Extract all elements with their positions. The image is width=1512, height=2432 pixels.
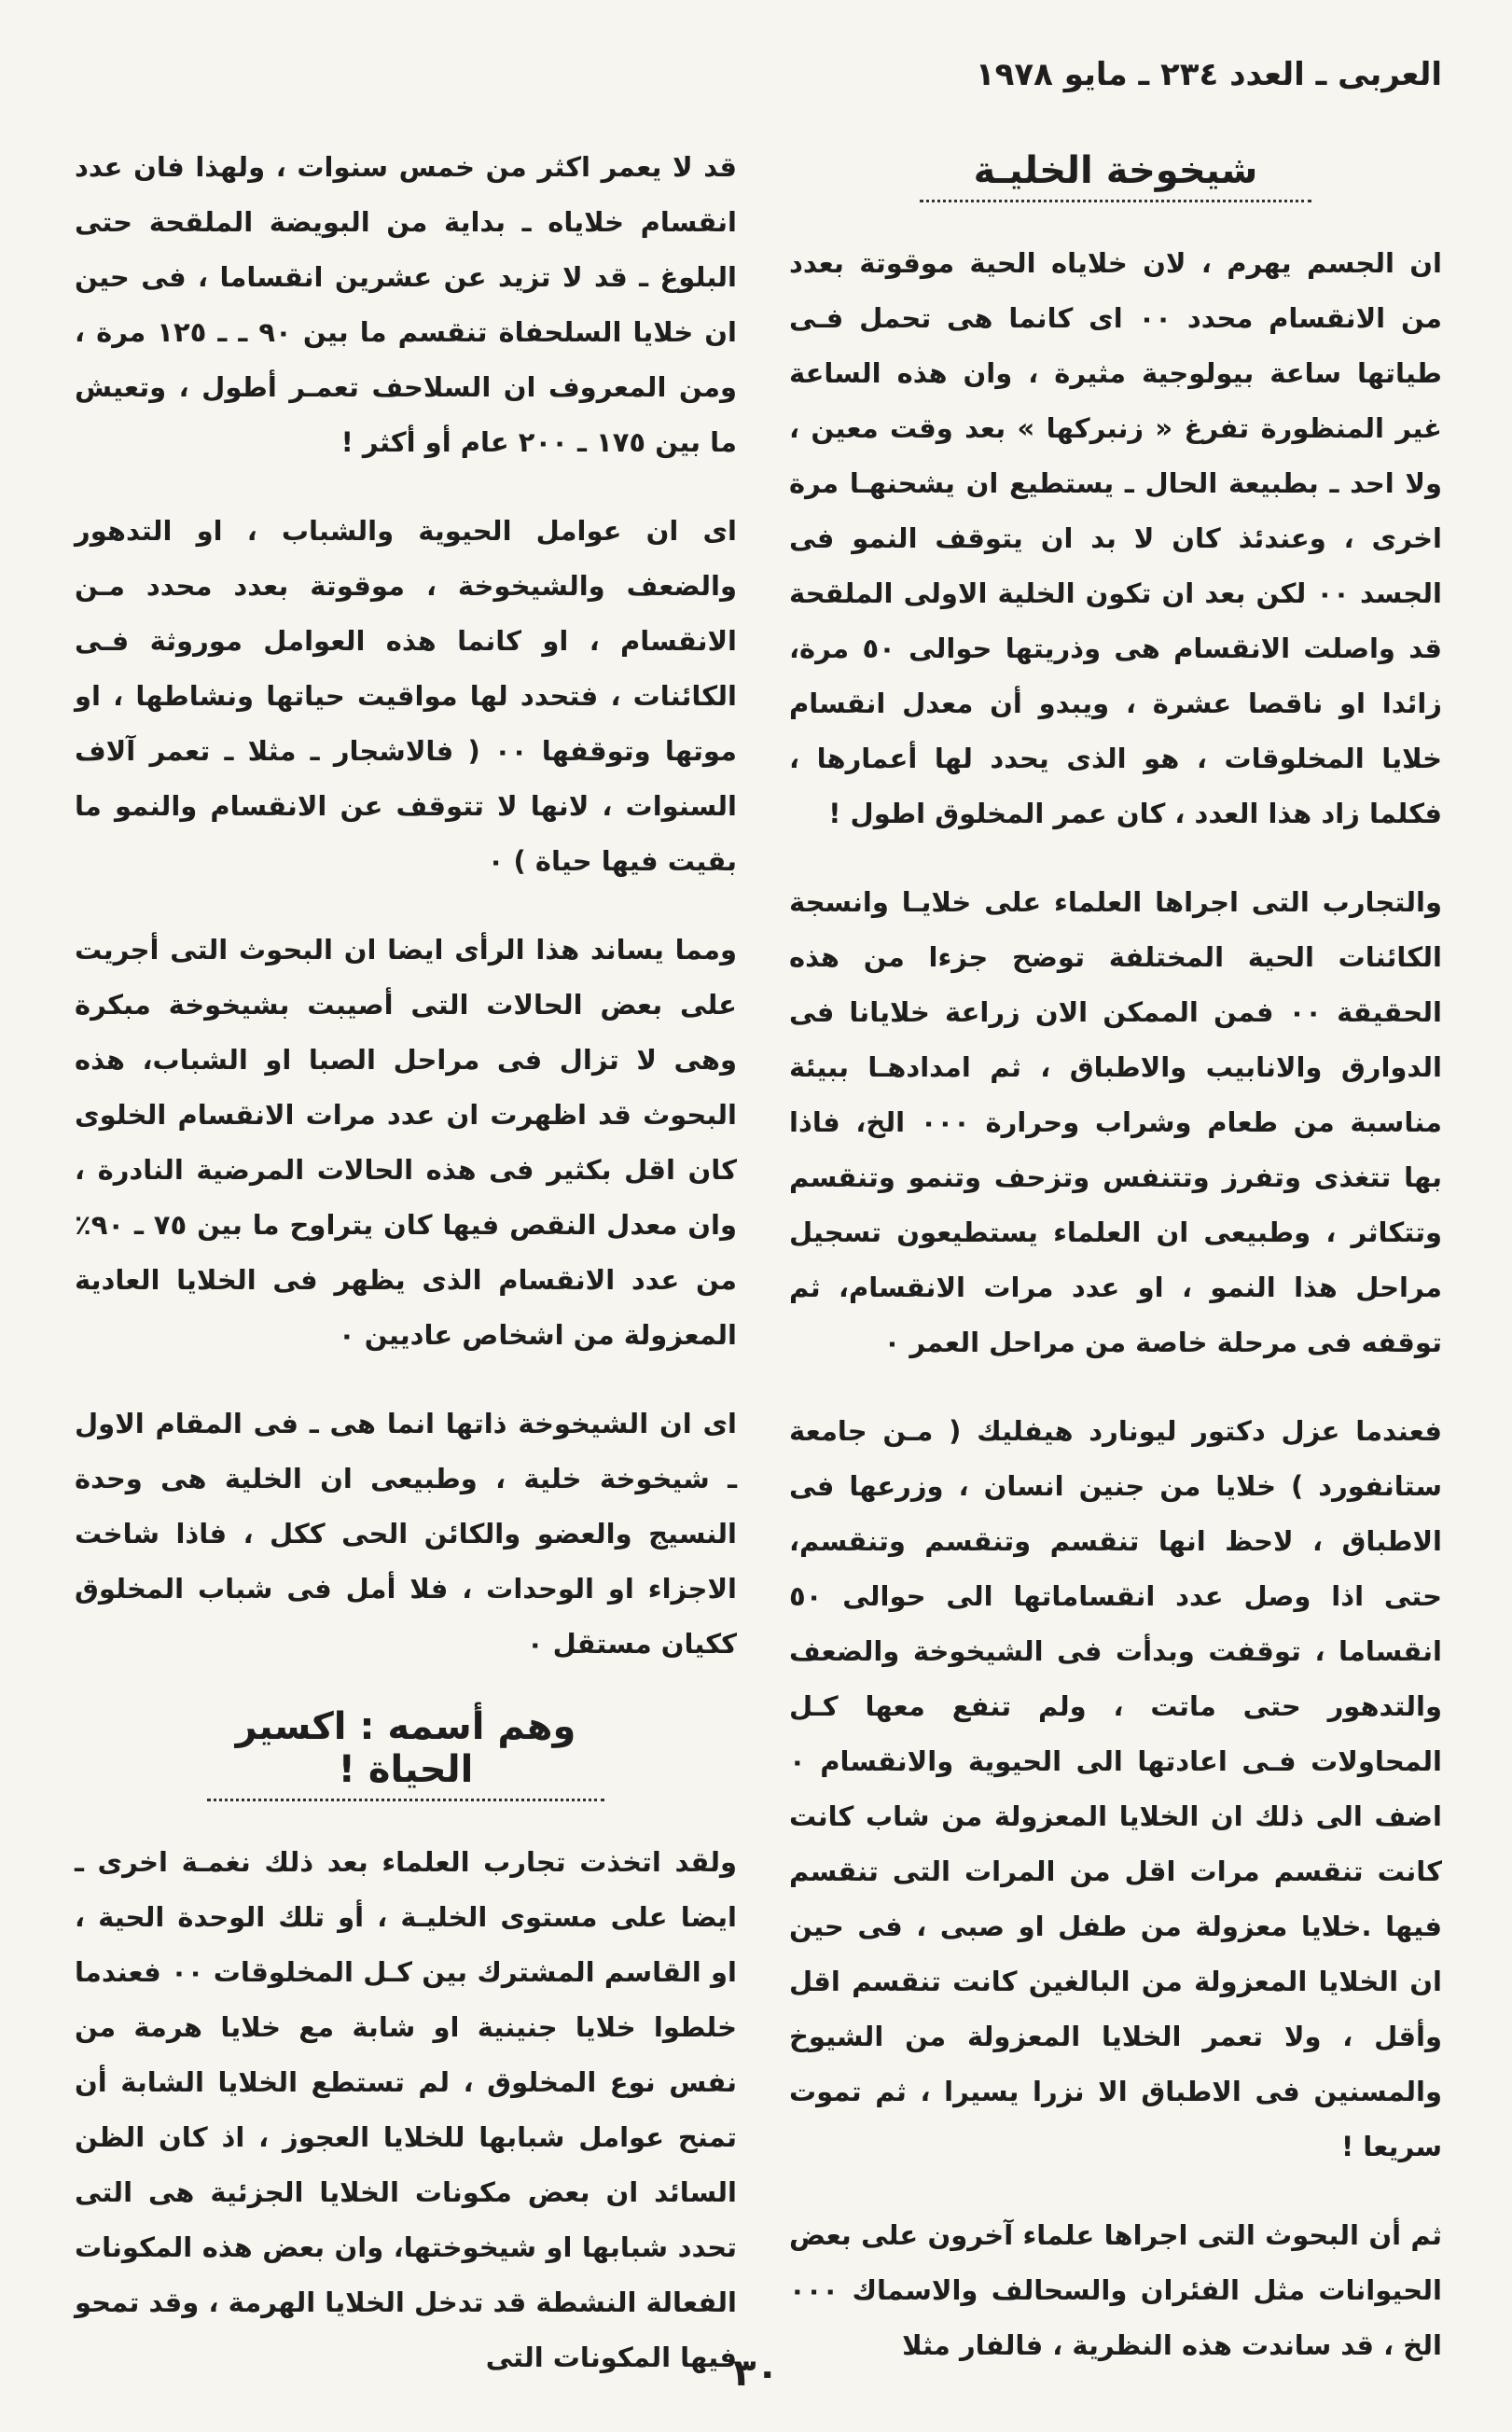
paragraph: قد لا يعمر اكثر من خمس سنوات ، ولهذا فان عدد انقسام خلاياه ـ بداية من البويضة الملقحة حتى البلوغ ـ قد لا تزيد عن عشرين انقساما ، فى حين ان خلايا السلحفاة تنقسم ما بين ٩٠ ـ ـ ١٢٥ مرة ، ومن المعروف ان السلاحف تعمـر أطول ، وتعيش ما بين ١٧٥ ـ ٢٠٠ عام أو أكثر ! xyxy=(75,151,737,458)
paragraph: اى ان عوامل الحيوية والشباب ، او التدهور والضعف والشيخوخة ، موقوتة بعدد محدد مـن الانقسام ، او كانما هذه العوامل موروثة فـى الكائنات ، فتحدد لها مواقيت حياتها ونشاطها ، او موتها وتوقفها ٠٠ ( فالاشجار ـ مثلا ـ تعمر آلاف السنوات ، لانها لا تتوقف عن الانقسام والنمو ما بقيت فيها حياة ) ٠ xyxy=(75,515,737,877)
running-header: العربى ـ العدد ٢٣٤ ـ مايو ١٩٧٨ xyxy=(975,56,1442,93)
paragraph: فعندما عزل دكتور ليونارد هيفليك ( مـن جامعة ستانفورد ) خلايا من جنين انسان ، وزرعها فى الاطباق ، لاحظ انها تنقسم وتنقسم وتنقسم، حتى اذا وصل عدد انقساماتها الى حوالى ٥٠ انقساما ، توقفت وبدأت فى الشيخوخة والضعف والتدهور حتى ماتت ، ولم تنفع معها كـل المحاولات فـى اعادتها الى الحيوية والانقسام ٠ اضف الى ذلك ان الخلايا المعزولة من شاب كانت كانت تنقسم مرات اقل من المرات التى تنقسم فيها .خلايا معزولة من طفل او صبى ، فى حين ان الخلايا المعزولة من البالغين كانت تنقسم اقل وأقل ، ولا تعمر الخلايا المعزولة من الشيوخ والمسنين فى الاطباق الا نزرا يسيرا ، ثم تموت سريعا ! xyxy=(789,1415,1442,2162)
left-column xyxy=(75,140,737,2419)
right-column xyxy=(789,140,1442,2407)
article-title: شيخوخة الخليـة xyxy=(920,149,1311,202)
paragraph: ثم أن البحوث التى اجراها علماء آخرون على بعض الحيوانات مثل الفئران والسحالف والاسماك ٠٠٠ الخ ، قد ساندت هذه النظرية ، فالفار مثلا xyxy=(789,2219,1442,2361)
section-subtitle: وهم أسمه : اكسير الحياة ! xyxy=(207,1705,604,1801)
page-number: ٣٠ xyxy=(733,2352,779,2395)
paragraph: ان الجسم يهرم ، لان خلاياه الحية موقوتة بعدد من الانقسام محدد ٠٠ اى كانما هى تحمل فـى طياتها ساعة بيولوجية مثيرة ، وان هذه الساعة غير المنظورة تفرغ « زنبركها » بعد وقت معين ، ولا احد ـ بطبيعة الحال ـ يستطيع ان يشحنهـا مرة اخرى ، وعندئذ كان لا بد ان يتوقف النمو فى الجسد ٠٠ لكن بعد ان تكون الخلية الاولى الملقحة قد واصلت الانقسام هى وذريتها حوالى ٥٠ مرة، زائدا او ناقصا عشرة ، ويبدو أن معدل انقسام خلايا المخلوقات ، هو الذى يحدد لها أعمارها ، فكلما زاد هذا العدد ، كان عمر المخلوق اطول ! xyxy=(789,247,1443,829)
paragraph: ولقد اتخذت تجارب العلماء بعد ذلك نغمـة اخرى ـ ايضا على مستوى الخليـة ، أو تلك الوحدة الحية ، او القاسم المشترك بين كـل المخلوقات ٠٠ فعندما خلطوا خلايا جنينية او شابة مع خلايا هرمة من نفس نوع المخلوق ، لم تستطع الخلايا الشابة أن تمنح عوامل شبابها للخلايا العجوز ، اذ كان الظن السائد ان بعض مكونات الخلايا الجزئية هى التى تحدد شبابها او شيخوختها، وان بعض هذه المكونات الفعالة النشطة قد تدخل الخلايا الهرمة ، وقد تمحو فيها المكونات التى xyxy=(75,1846,737,2373)
paragraph: ومما يساند هذا الرأى ايضا ان البحوث التى أجريت على بعض الحالات التى أصيبت بشيخوخة مبكرة وهى لا تزال فى مراحل الصبا او الشباب، هذه البحوث قد اظهرت ان عدد مرات الانقسام الخلوى كان اقل بكثير فى هذه الحالات المرضية النادرة ، وان معدل النقص فيها كان يتراوح ما بين ٧٥ ـ ٩٠٪ من عدد الانقسام الذى يظهر فى الخلايا العادية المعزولة من اشخاص عاديين ٠ xyxy=(75,934,738,1351)
paragraph: والتجارب التى اجراها العلماء على خلايـا وانسجة الكائنات الحية المختلفة توضح جزءا من هذه الحقيقة ٠٠ فمن الممكن الان زراعة خلايانا فى الدوارق والانابيب والاطباق ، ثم امدادهـا ببيئة مناسبة من طعام وشراب وحرارة ٠٠٠ الخ، فاذا بها تتغذى وتفرز وتتنفس وتزحف وتنمو وتنقسم وتتكاثر ، وطبيعى ان العلماء يستطيعون تسجيل مراحل هذا النمو ، او عدد مرات الانقسام، ثم توقفه فى مرحلة خاصة من مراحل العمر ٠ xyxy=(789,886,1443,1358)
paragraph: اى ان الشيخوخة ذاتها انما هى ـ فى المقام الاول ـ شيخوخة خلية ، وطبيعى ان الخلية هى وحدة النسيج والعضو والكائن الحى ككل ، فاذا شاخت الاجزاء او الوحدات ، فلا أمل فى شباب المخلوق ككيان مستقل ٠ xyxy=(75,1408,737,1660)
